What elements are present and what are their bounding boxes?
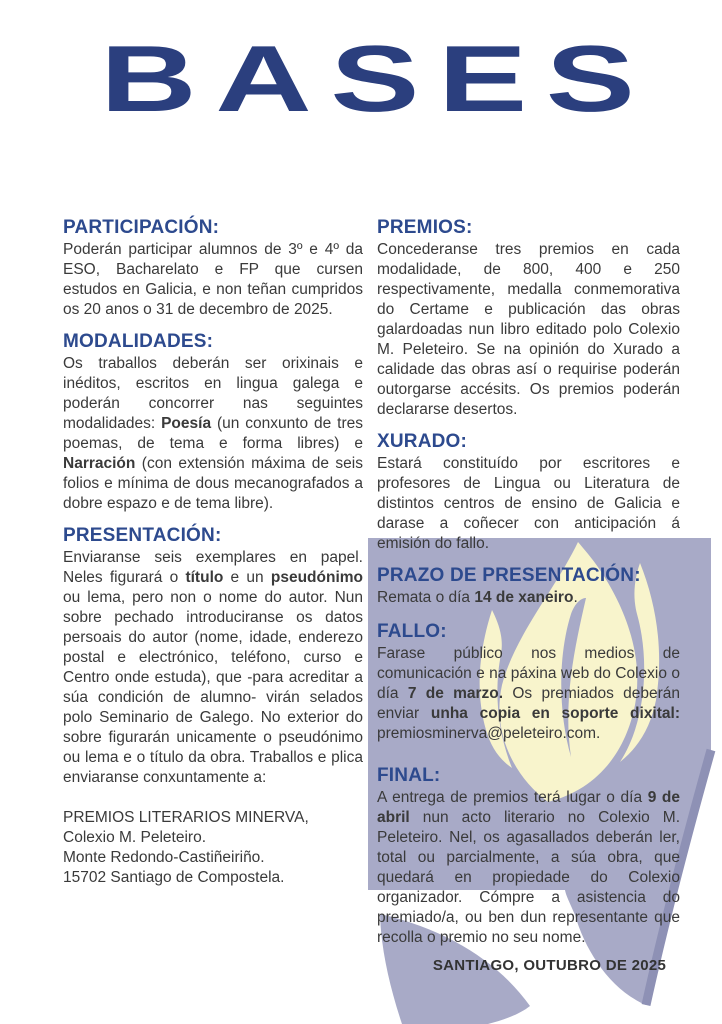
section-presentacion: [63, 526, 363, 888]
modalidades-heading: MODALIDADES:: [63, 331, 214, 352]
section-xurado: [377, 432, 680, 554]
presentacion-heading: PRESENTACIÓN:: [63, 525, 222, 546]
page-title: BASES: [100, 26, 654, 131]
prazo-heading: PRAZO DE PRESENTACIÓN:: [377, 565, 641, 586]
address-line: Colexio M. Peleteiro.: [63, 829, 207, 846]
section-fallo: [377, 622, 680, 744]
address-line: 15702 Santiago de Compostela.: [63, 869, 285, 886]
mailing-address: [63, 808, 363, 888]
section-final: [377, 766, 680, 948]
modalidades-paragraph: Os traballos deberán ser orixinais e inéditos, escritos en lingua galega e poderán concorrer nas seguintes modalidades: Poesía (un conxunto de tres poemas, de tema e forma libres) e Narración (con extensión máxima de seis folios e mínima de dous mecanografados a dobre espazo e de tema libre).: [63, 355, 363, 512]
address-line: Monte Redondo-Castiñeiriño.: [63, 849, 265, 866]
fallo-heading: FALLO:: [377, 621, 447, 642]
premios-paragraph: Concederanse tres premios en cada modalidade, de 800, 400 e 250 respectivamente, medalla conmemorativa do Certame e publicación das obras galardoadas nun libro editado polo Colexio M. Peleteiro. Se na opinión do Xurado a calidade das obras así o requirise poderán outorgarse accésits. Os premios poderán declararse desertos.: [377, 241, 680, 418]
participacion-paragraph: Poderán participar alumnos de 3º e 4º da ESO, Bacharelato e FP que cursen estudos en Galicia, e non teñan cumpridos os 20 anos o 31 de decembro de 2025.: [63, 241, 363, 318]
footer-date: SANTIAGO, OUTUBRO DE 2025: [432, 957, 667, 974]
section-prazo: [377, 566, 680, 608]
presentacion-paragraph: Enviaranse seis exemplares en papel. Neles figurará o título e un pseudónimo ou lema, pero non o nome do autor. Nun sobre pechado introduciranse os datos persoais do autor (nome, idade, enderezo postal e electrónico, teléfono, curso e Centro onde estuda), que -para acreditar a súa condición de alumno- virán selados polo Seminario de Galego. No exterior do sobre figurarán unicamente o pseudónimo ou lema e o título da obra. Traballos e plica enviaranse conxuntamente a:: [63, 549, 363, 786]
section-premios: [377, 218, 680, 420]
premios-heading: PREMIOS:: [377, 217, 473, 238]
prazo-paragraph: Remata o día 14 de xaneiro.: [377, 589, 578, 606]
right-column: [377, 218, 680, 976]
section-participacion: [63, 218, 363, 320]
xurado-paragraph: Estará constituído por escritores e profesores de Lingua ou Literatura de distintos centros de ensino de Galicia e darase a coñecer con anticipación á emisión do fallo.: [377, 455, 680, 552]
xurado-heading: XURADO:: [377, 431, 468, 452]
left-column: [63, 218, 363, 900]
fallo-paragraph: Farase público nos medios de comunicación e na páxina web do Colexio o día 7 de marzo. Os premiados deberán enviar unha copia en soporte dixital: premiosminerva@peleteiro.com.: [377, 645, 681, 742]
final-heading: FINAL:: [377, 765, 441, 786]
address-line: PREMIOS LITERARIOS MINERVA,: [63, 809, 309, 826]
participacion-heading: PARTICIPACIÓN:: [63, 217, 220, 238]
section-modalidades: [63, 332, 363, 514]
final-paragraph: A entrega de premios terá lugar o día 9 de abril nun acto literario no Colexio M. Peleteiro. Nel, os agasallados deberán ler, total ou parcialmente, a súa obra, que quedará en propiedade do Colexio organizador. Cómpre a asistencia do premiado/a, ou ben dun representante que recolla o premio no seu nome.: [377, 789, 681, 946]
